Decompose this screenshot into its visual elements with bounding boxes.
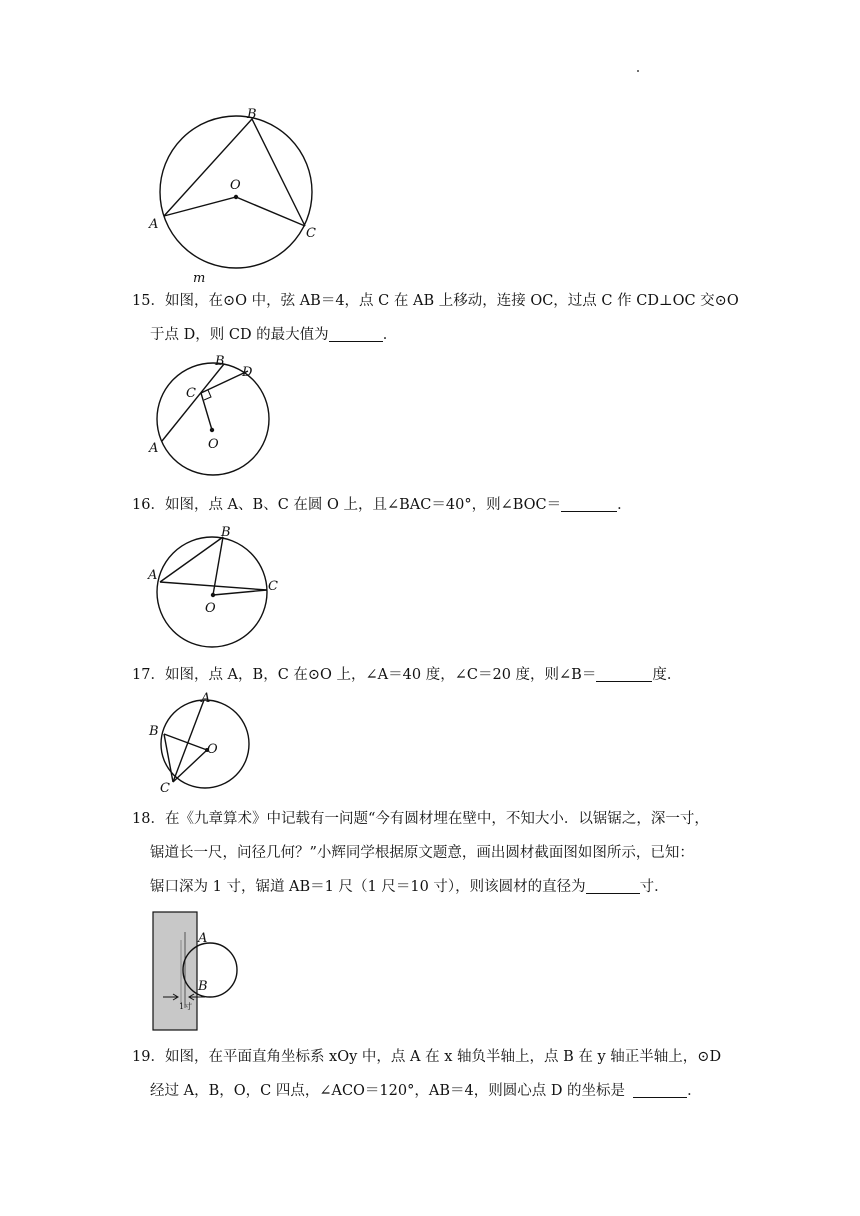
label-C: C — [268, 579, 278, 594]
question-text: 如图，点 A、B、C 在圆 O 上，且∠BAC＝40°，则∠BOC＝ — [164, 497, 562, 513]
label-A: A — [148, 568, 158, 583]
question-text: 度． — [652, 667, 682, 683]
question-number: 16． — [132, 497, 165, 513]
question-text: 如图，在⊙O 中，弦 AB＝4，点 C 在 AB 上移动，连接 OC，过点 C 作 CD⊥OC 交⊙O — [164, 293, 739, 309]
answer-blank[interactable] — [561, 493, 617, 512]
label-A: A — [201, 692, 211, 706]
label-m: m — [193, 271, 206, 286]
question-text: 锯道长一尺，问径几何？”小辉同学根据原文题意，画出圆材截面图如图所示，已知： — [150, 845, 694, 861]
figure-q17-circle — [145, 692, 255, 796]
label-O: O — [207, 742, 218, 757]
question-number: 15． — [132, 293, 165, 309]
question-text: 于点 D，则 CD 的最大值为 — [150, 327, 329, 343]
question-17 — [132, 658, 762, 692]
label-B: B — [198, 979, 208, 994]
label-D: D — [242, 365, 253, 380]
question-16 — [132, 488, 762, 522]
question-text: ． — [617, 497, 632, 513]
label-B: B — [247, 107, 257, 122]
label-B: B — [149, 724, 159, 739]
label-A: A — [198, 931, 208, 946]
label-O: O — [230, 178, 241, 193]
question-text: 寸． — [639, 879, 669, 895]
label-A: A — [149, 441, 159, 456]
page-dot-mark — [637, 70, 639, 72]
question-15 — [132, 284, 762, 352]
figure-q14-circle — [145, 100, 325, 290]
answer-blank[interactable] — [633, 1079, 687, 1098]
label-B: B — [221, 525, 231, 540]
label-C: C — [306, 226, 316, 241]
label-O: O — [208, 437, 219, 452]
figure-q18-wall-circle — [145, 908, 245, 1034]
question-text: 如图，点 A，B，C 在⊙O 上，∠A＝40 度，∠C＝20 度，则∠B＝ — [164, 667, 597, 683]
question-18 — [132, 802, 762, 904]
question-number: 18． — [132, 811, 165, 827]
label-depth: 1寸 — [179, 1002, 193, 1011]
question-text: 锯口深为 1 寸，锯道 AB＝1 尺（1 尺＝10 寸），则该圆材的直径为 — [150, 879, 586, 895]
label-C: C — [186, 386, 196, 401]
label-O: O — [205, 601, 216, 616]
label-B: B — [215, 354, 225, 369]
question-19 — [132, 1040, 762, 1108]
answer-blank[interactable] — [329, 323, 383, 342]
question-text: ． — [687, 1083, 702, 1099]
figure-q15-circle — [145, 352, 275, 482]
figure-q16-circle — [145, 522, 285, 654]
question-text: 经过 A，B，O，C 四点，∠ACO＝120°，AB＝4，则圆心点 D 的坐标是 — [150, 1083, 626, 1099]
answer-blank[interactable] — [586, 875, 640, 894]
label-A: A — [149, 217, 159, 232]
question-number: 17． — [132, 667, 165, 683]
question-number: 19． — [132, 1049, 165, 1065]
label-C: C — [160, 781, 170, 796]
question-text: ． — [382, 327, 398, 343]
question-text: 如图，在平面直角坐标系 xOy 中，点 A 在 x 轴负半轴上，点 B 在 y 轴正半轴上，⊙D — [164, 1049, 722, 1065]
question-text: 在《九章算术》中记载有一问题“今有圆材埋在壁中，不知大小．以锯锯之，深一寸， — [164, 811, 709, 827]
answer-blank[interactable] — [596, 663, 652, 682]
